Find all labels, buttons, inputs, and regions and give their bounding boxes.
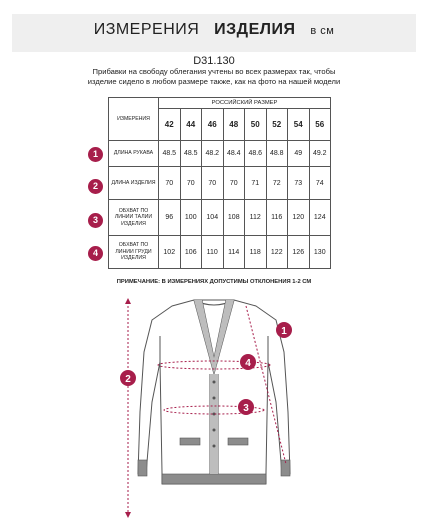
marker-3-badge: 3 [88,213,103,228]
measurement-value: 48.5 [180,141,202,167]
diagram-marker-1-label: 1 [281,326,287,337]
measurement-value: 48.8 [266,141,288,167]
size-header-cell: 54 [288,109,310,141]
measurement-value: 71 [245,167,267,200]
measurement-value: 118 [245,236,267,269]
measurement-value: 116 [266,200,288,236]
measurement-value: 70 [159,167,181,200]
measurement-label: ДЛИНА ИЗДЕЛИЯ [109,167,159,200]
diagram-marker-3-label: 3 [243,403,249,414]
measurement-value: 106 [180,236,202,269]
measurement-value: 102 [159,236,181,269]
marker-2-badge: 2 [88,179,103,194]
diagram-marker-3 [238,399,254,415]
size-header-cell: 52 [266,109,288,141]
measurement-value: 70 [202,167,224,200]
measurement-value: 49.2 [309,141,331,167]
marker-4-badge: 4 [88,246,103,261]
table-corner-label: ИЗМЕРЕНИЯ [109,98,159,141]
cardigan-diagram [110,292,318,527]
measurement-value: 48.5 [159,141,181,167]
measurement-value: 120 [288,200,310,236]
measurement-value: 72 [266,167,288,200]
measurement-value: 112 [245,200,267,236]
size-header-cell: 46 [202,109,224,141]
table-row [109,141,331,167]
measurement-value: 96 [159,200,181,236]
measurement-value: 70 [180,167,202,200]
measurement-value: 114 [223,236,245,269]
measurement-label: ДЛИНА РУКАВА [109,141,159,167]
size-header-cell: 48 [223,109,245,141]
measurement-value: 48.4 [223,141,245,167]
table-row [109,200,331,236]
measurement-label: ОБХВАТ ПО ЛИНИИ ТАЛИИ ИЗДЕЛИЯ [109,200,159,236]
title-measurements: ИЗМЕРЕНИЯ [93,21,200,38]
title-garment: ИЗДЕЛИЯ [214,21,296,38]
measurement-value: 48.6 [245,141,267,167]
measurement-value: 74 [309,167,331,200]
diagram-marker-1 [276,322,292,338]
size-header-cell: 42 [159,109,181,141]
measurement-value: 122 [266,236,288,269]
measurement-value: 124 [309,200,331,236]
article-number: D31.130 [193,55,235,67]
measurement-value: 104 [202,200,224,236]
size-table [108,97,331,269]
measurement-value: 70 [223,167,245,200]
measurement-value: 126 [288,236,310,269]
measurement-value: 108 [223,200,245,236]
measurement-value: 110 [202,236,224,269]
diagram-marker-4-label: 4 [245,358,251,369]
size-header-cell: 56 [309,109,331,141]
measurement-value: 49 [288,141,310,167]
title-units: в см [310,25,335,37]
page-title [0,21,428,39]
size-group-header: РОССИЙСКИЙ РАЗМЕР [159,98,331,109]
marker-1-badge: 1 [88,147,103,162]
fit-note: Прибавки на свободу облегания учтены во всех размерах так, чтобы изделие сидело в любом размере также, как на фото на нашей модели [87,67,341,86]
measurement-value: 100 [180,200,202,236]
tolerance-note: ПРИМЕЧАНИЕ: В ИЗМЕРЕНИЯХ ДОПУСТИМЫ ОТКЛОНЕНИЯ 1-2 СМ [116,279,312,285]
measurement-value: 73 [288,167,310,200]
diagram-marker-2 [120,370,136,386]
measurement-value: 48.2 [202,141,224,167]
size-header-cell: 50 [245,109,267,141]
size-header-cell: 44 [180,109,202,141]
table-row [109,167,331,200]
diagram-marker-2-label: 2 [125,374,131,385]
measurement-label: ОБХВАТ ПО ЛИНИИ ГРУДИ ИЗДЕЛИЯ [109,236,159,269]
measurement-value: 130 [309,236,331,269]
diagram-marker-4 [240,354,256,370]
table-row [109,236,331,269]
